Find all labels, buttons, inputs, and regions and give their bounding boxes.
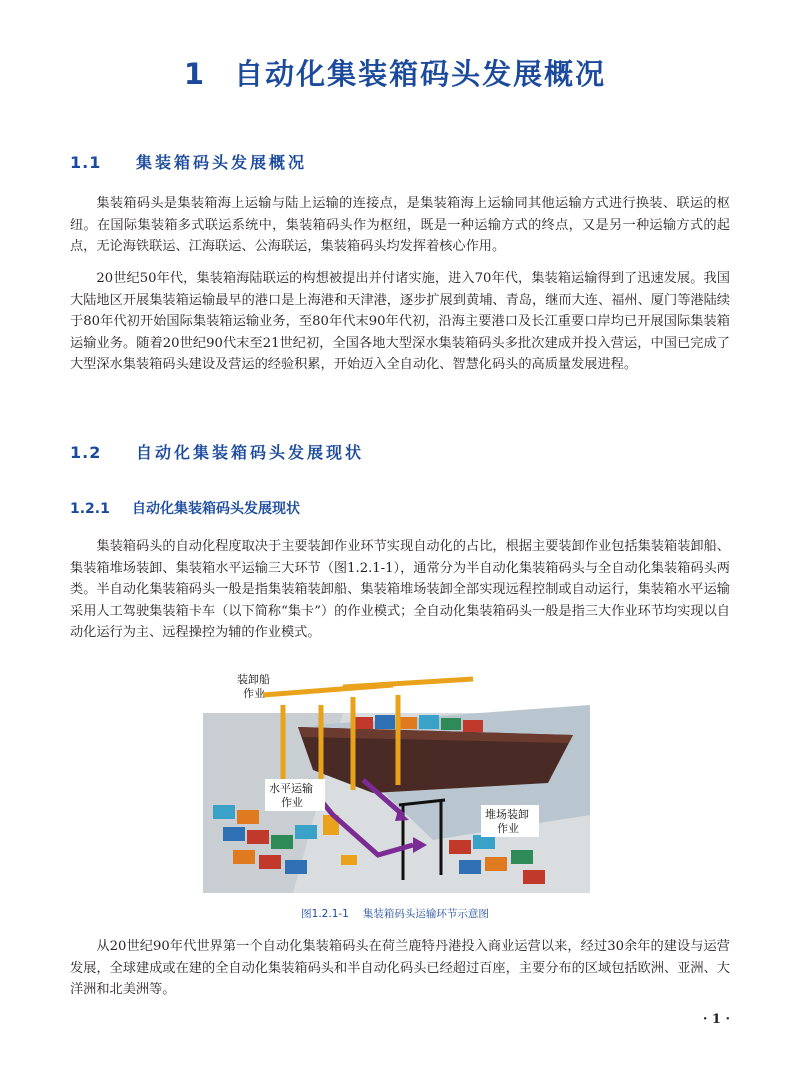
subsection-1-2-1-heading: [70, 498, 300, 518]
svg-text:堆场装卸: 堆场装卸: [485, 808, 529, 821]
svg-text:作业: 作业: [497, 822, 519, 835]
svg-text:作业: 作业: [243, 687, 265, 700]
terminal-illustration: [203, 665, 590, 893]
chapter-title-text: 自动化集装箱码头发展概况: [234, 57, 607, 91]
section-1-1-heading: [70, 150, 307, 173]
paragraph: 从20世纪90年代世界第一个自动化集装箱码头在荷兰鹿特丹港投入商业运营以来，经过30余年的建设与运营发展，全球建成或在建的全自动化集装箱码头和半自动化码头已经超过百座，主要分布的区域包括欧洲、亚洲、大洋洲和北美洲等。: [70, 939, 730, 997]
figure-caption-text: 集装箱码头运输环节示意图: [362, 908, 489, 920]
section-title: 集装箱码头发展概况: [136, 153, 308, 172]
paragraph: 20世纪50年代，集装箱海陆联运的构想被提出并付诸实施，进入70年代，集装箱运输得到了迅速发展。我国大陆地区开展集装箱运输最早的港口是上海港和天津港，逐步扩展到黄埔、青岛，继而大连、福州、厦门等港陆续于80年代初开始国际集装箱运输业务，至80年代末90年代初，沿海主要港口及长江重要口岸均已开展国际集装箱运输业务。随着20世纪90代末至21世纪初，全国各地大型深水集装箱码头多批次建成并投入营运，中国已完成了大型深水集装箱码头建设及营运的经验积累，开始迈入全自动化、智慧化码头的高质量发展进程。: [70, 271, 730, 372]
svg-text:装卸船: 装卸船: [237, 673, 270, 686]
subsection-number: 1.2.1: [70, 501, 110, 517]
paragraph: 集装箱码头是集装箱海上运输与陆上运输的连接点，是集装箱海上运输同其他运输方式进行换装、联运的枢纽。在国际集装箱多式联运系统中，集装箱码头作为枢纽，既是一种运输方式的终点，又是另一种运输方式的起点，无论海铁联运、江海联运、公海联运，集装箱码头均发挥着核心作用。: [70, 196, 730, 254]
label-yard-operation: [481, 805, 539, 837]
label-horizontal-transport: [265, 779, 325, 811]
svg-text:作业: 作业: [281, 796, 303, 809]
svg-text:水平运输: 水平运输: [269, 782, 313, 795]
figure-caption: [0, 906, 790, 921]
terminal-illustration-svg: [203, 665, 590, 893]
chapter-title: [0, 52, 790, 93]
figure-number: 图1.2.1-1: [301, 908, 349, 920]
paragraph: 集装箱码头的自动化程度取决于主要装卸作业环节实现自动化的占比，根据主要装卸作业包括集装箱装卸船、集装箱堆场装卸、集装箱水平运输三大环节（图1.2.1-1），通常分为半自动化集装箱码头与全自动化集装箱码头两类。半自动化集装箱码头一般是指集装箱装卸船、集装箱堆场装卸全部实现远程控制或自动运行，集装箱水平运输采用人工驾驶集装箱卡车（以下简称“集卡”）的作业模式；全自动化集装箱码头一般是指三大作业环节均实现以自动化运行为主、远程操控为辅的作业模式。: [70, 539, 730, 640]
section-1-2-heading: [70, 440, 364, 463]
chapter-number: 1: [183, 57, 207, 91]
section-number: 1.1: [70, 153, 102, 172]
page-number: · 1 ·: [702, 1012, 730, 1027]
subsection-title: 自动化集装箱码头发展现状: [132, 501, 300, 517]
section-title: 自动化集装箱码头发展现状: [136, 443, 365, 462]
section-number: 1.2: [70, 443, 102, 462]
transport-vehicle: [341, 855, 357, 865]
